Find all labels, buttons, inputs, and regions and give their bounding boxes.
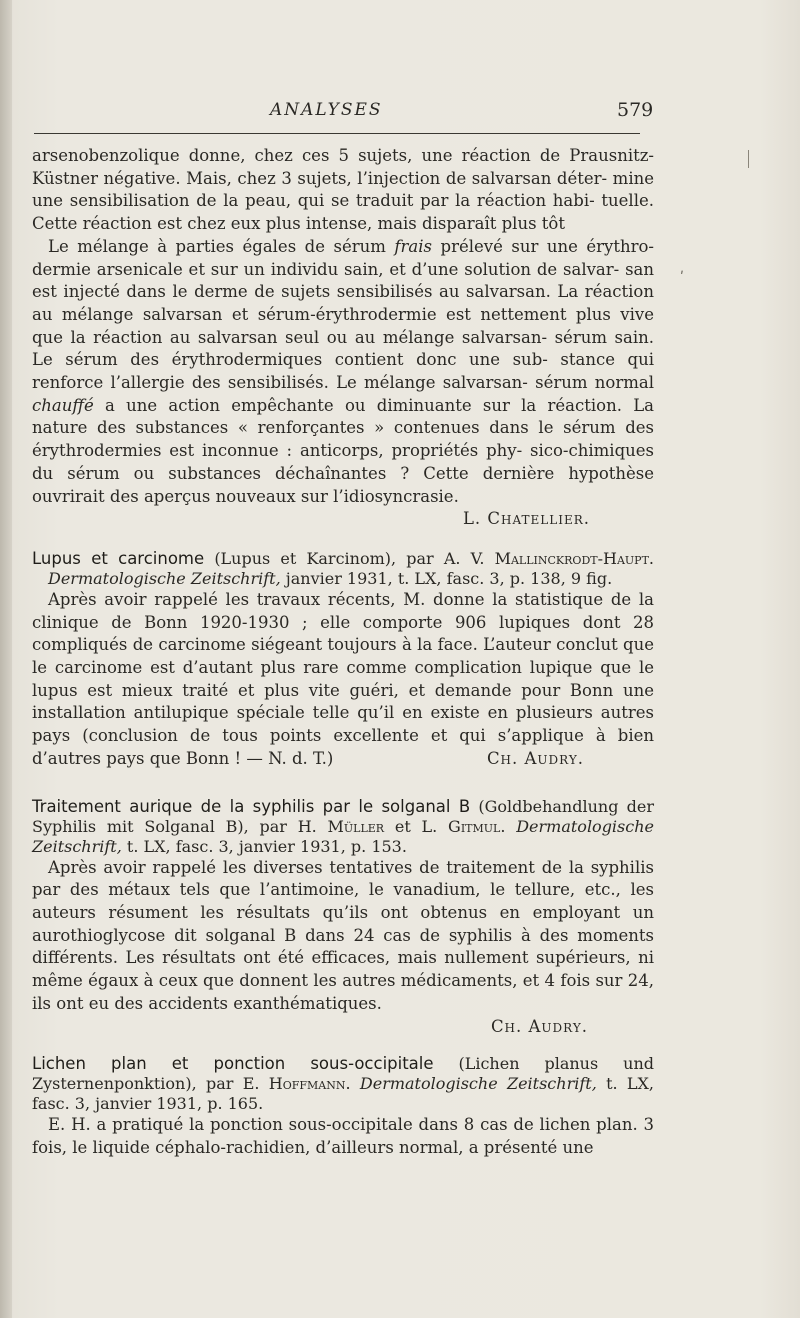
signature: L. Chatellier. [462,509,590,529]
author: Hoffmann. [268,1074,351,1094]
author: Gitmul. [448,816,506,836]
emphasis: chauffé [32,395,94,415]
review-entry-lupus [32,549,654,771]
signature: Ch. Audry. [490,1016,588,1036]
journal: Dermatologische Zeitschrift, [48,568,281,588]
signature: Ch. Audry. [486,748,584,768]
text-line: Küstner négative. Mais, chez 3 sujets, l’injection de salvarsan déter- [32,168,608,188]
text-line: mine une sensibilisation de la peau, qui se traduit par la réaction habi- [32,168,654,211]
emphasis: frais [394,236,432,256]
margin-mark [748,150,749,168]
text-line: tuelle. Cette réaction est chez eux plus intense, mais disparaît plus tôt [32,191,654,234]
entry-body: Après avoir rappelé les diverses tentatives de traitement de la syphilis par des métaux tels que l’antimoine, le vanadium, le tellure, etc., les auteurs résument les résultats qu’ils ont obtenus en employant un aurothioglycose dit solganal B dans 24 cas de syphilis à des moments différents. Les résultats ont été efficaces, mais nullement supérieurs, ni même égaux à ceux que donnent les autres médicaments, et 4 fois sur 24, ils ont eu des accidents exanthématiques. [32,857,654,1013]
entry-heading: Lichen plan et ponction sous-occipitale (Lichen planus und Zysternenponktion), par E. Hoffmann. Dermatologische Zeitschrift, t. LX, fasc. 3, janvier 1931, p. 165. [32,1054,655,1114]
paragraph: Le mélange à parties égales de sérum frais prélevé sur une érythro- dermie arsenicale et sur un individu sain, et d’une solution de salvar- san est injecté dans le derme de sujets sensibilisés au salvarsan. La réaction au mélange salvarsan et sérum-érythrodermie est nettement plus vive que la réaction au salvarsan seul ou au mélange salvarsan- sérum sain. Le sérum des érythrodermiques contient donc une sub- stance qui renforce l’allergie des sensibilisés. Le mélange salvarsan- sérum normal chauffé a une action empêchante ou diminuante sur la réaction. La nature des substances « renforçantes » contenues dans le sérum des érythrodermies est inconnue : anticorps, propriétés phy- sico-chimiques du sérum ou substances déchaînantes ? Cette dernière hypothèse ouvrirait des aperçus nouveaux sur l’idiosyncrasie. [32,236,655,506]
header-rule [34,133,640,134]
running-title: ANALYSES [270,100,383,120]
entry-title: Lichen plan et ponction sous-occipitale [32,1054,434,1074]
review-entry-lichen [32,1054,654,1159]
continued-paragraph [32,145,654,236]
text-line: arsenobenzolique donne, chez ces 5 sujets, une réaction de Prausnitz- [32,146,654,165]
author: Müller [327,816,385,836]
entry-title: Traitement aurique de la syphilis par le solganal B [32,796,471,816]
body-text [32,145,654,1160]
continued-review [32,145,654,531]
binding-shadow [0,0,12,1318]
entry-heading: Traitement aurique de la syphilis par le solganal B (Goldbehandlung der Syphilis mit Solganal B), par H. Müller et L. Gitmul. Dermatologische Zeitschrift, t. LX, fasc. 3, janvier 1931, p. 153. [32,796,654,856]
margin-mark: ʹ [680,270,684,286]
journal: Dermatologische Zeitschrift, [32,816,654,856]
author: Mallinckrodt-Haupt. [494,548,655,568]
entry-title: Lupus et carcinome [32,548,205,568]
page-number: 579 [617,99,654,121]
review-entry-solganal [32,797,654,1039]
journal: Dermatologische Zeitschrift, [359,1074,597,1094]
entry-body: Après avoir rappelé les travaux récents, M. donne la statistique de la clinique de Bonn 1920-1930 ; elle comporte 906 lupiques dont 28 compliqués de carcinome siégeant toujours à la face. L’auteur conclut que le carcinome est d’autant plus rare comme complication lupique que le lupus est mieux traité et plus vite guéri, et demande pour Bonn une installation antilupique spéciale telle qu’il en existe en plusieurs autres pays (conclusion de tous points excellente et qui s’applique à bien d’autres pays que Bonn ! — N. d. T.) Ch. Audry. [32,589,654,771]
entry-body: E. H. a pratiqué la ponction sous-occipitale dans 8 cas de lichen plan. 3 fois, le liquide céphalo-rachidien, d’ailleurs normal, a présenté une [32,1115,654,1157]
entry-heading: Lupus et carcinome (Lupus et Karcinom), par A. V. Mallinckrodt-Haupt. Dermatologische Zeitschrift, janvier 1931, t. LX, fasc. 3, p. 138, 9 fig. [32,548,655,588]
